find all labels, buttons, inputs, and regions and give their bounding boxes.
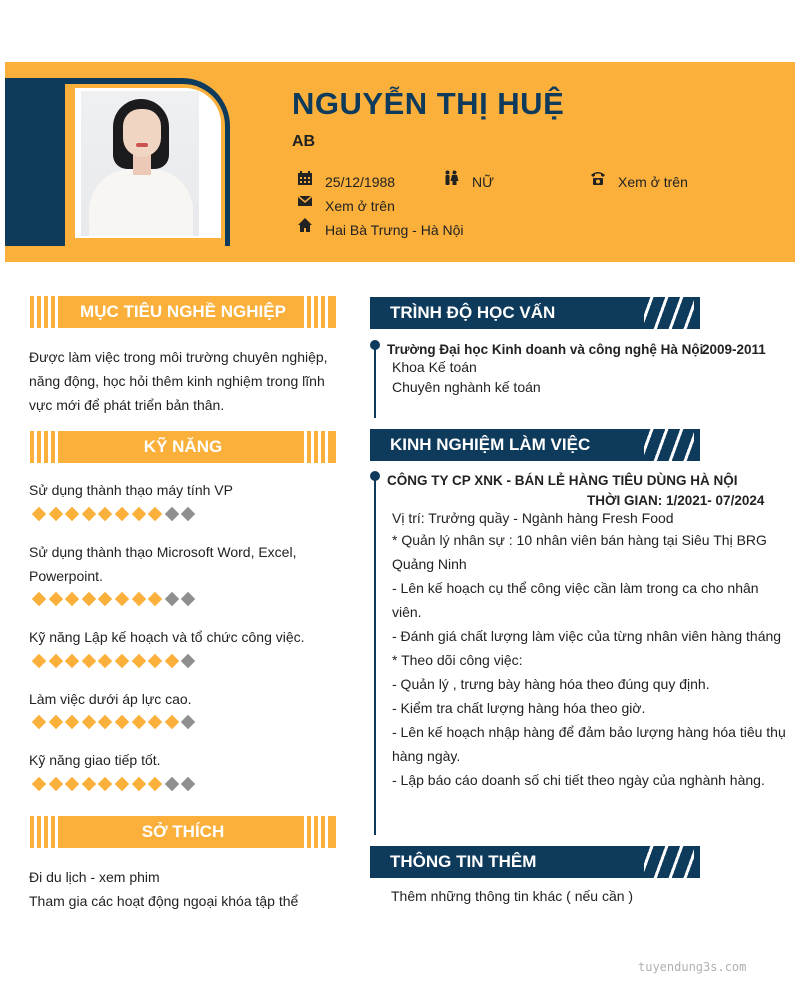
extra-heading-label: THÔNG TIN THÊM bbox=[390, 852, 537, 871]
education-school: Trường Đại học Kinh doanh và công nghệ Hà Nội bbox=[387, 342, 704, 357]
people-icon bbox=[443, 170, 459, 186]
site-watermark: tuyendung3s.com bbox=[638, 960, 747, 974]
skill-label: Sử dụng thành thạo Microsoft Word, Excel, bbox=[29, 544, 297, 560]
rating-diamond-filled bbox=[48, 715, 62, 729]
extra-text: Thêm những thông tin khác ( nếu cần ) bbox=[391, 888, 634, 904]
experience-line: viên. bbox=[392, 604, 422, 620]
skill-rating bbox=[33, 776, 194, 792]
rating-diamond-filled bbox=[65, 654, 79, 668]
skill-label: Làm việc dưới áp lực cao. bbox=[29, 691, 192, 707]
rating-diamond-filled bbox=[65, 592, 79, 606]
hobbies-heading-label: SỞ THÍCH bbox=[141, 822, 225, 841]
rating-diamond-filled bbox=[148, 507, 162, 521]
experience-time: THỜI GIAN: 1/2021- 07/2024 bbox=[587, 493, 765, 508]
education-heading-label: TRÌNH ĐỘ HỌC VẤN bbox=[390, 303, 556, 322]
rating-diamond-filled bbox=[115, 715, 129, 729]
skill-rating bbox=[33, 653, 194, 669]
objective-line: Được làm việc trong môi trường chuyên nghiệp, bbox=[29, 349, 328, 365]
rating-diamond-filled bbox=[98, 715, 112, 729]
experience-line: Quảng Ninh bbox=[392, 556, 467, 572]
rating-diamond-empty bbox=[181, 715, 195, 729]
rating-diamond-filled bbox=[148, 654, 162, 668]
rating-diamond-filled bbox=[131, 777, 145, 791]
experience-heading-label: KINH NGHIỆM LÀM VIỆC bbox=[390, 435, 591, 454]
rating-diamond-empty bbox=[165, 507, 179, 521]
skill-rating bbox=[33, 506, 194, 522]
objective-line: năng động, học hỏi thêm kinh nghiệm trong lĩnh bbox=[29, 373, 325, 389]
rating-diamond-filled bbox=[82, 507, 96, 521]
phone-value: Xem ở trên bbox=[618, 174, 688, 190]
objective-line: vực mới để phát triển bản thân. bbox=[29, 397, 225, 413]
experience-line: - Quản lý , trưng bày hàng hóa theo đúng quy định. bbox=[392, 676, 710, 692]
rating-diamond-filled bbox=[32, 654, 46, 668]
experience-timeline bbox=[374, 477, 376, 835]
calendar-icon bbox=[297, 170, 313, 186]
rating-diamond-filled bbox=[115, 592, 129, 606]
education-faculty: Khoa Kế toán bbox=[392, 359, 477, 375]
objective-heading bbox=[30, 296, 336, 328]
education-heading bbox=[370, 297, 700, 329]
rating-diamond-empty bbox=[181, 654, 195, 668]
rating-diamond-filled bbox=[115, 777, 129, 791]
rating-diamond-filled bbox=[148, 592, 162, 606]
extra-heading bbox=[370, 846, 700, 878]
phone-icon bbox=[590, 170, 606, 186]
rating-diamond-filled bbox=[48, 777, 62, 791]
experience-company: CÔNG TY CP XNK - BÁN LẺ HÀNG TIÊU DÙNG HÀ NỘI bbox=[387, 473, 738, 488]
objective-heading-label: MỤC TIÊU NGHỀ NGHIỆP bbox=[80, 302, 286, 321]
rating-diamond-filled bbox=[65, 777, 79, 791]
rating-diamond-filled bbox=[165, 715, 179, 729]
experience-heading bbox=[370, 429, 700, 461]
skill-label: Powerpoint. bbox=[29, 568, 103, 584]
rating-diamond-filled bbox=[131, 507, 145, 521]
education-timeline-dot bbox=[370, 340, 380, 350]
rating-diamond-filled bbox=[82, 592, 96, 606]
address-value: Hai Bà Trưng - Hà Nội bbox=[325, 222, 464, 238]
skills-heading bbox=[30, 431, 336, 463]
rating-diamond-filled bbox=[148, 777, 162, 791]
experience-line: - Đánh giá chất lượng làm việc của từng nhân viên hàng tháng bbox=[392, 628, 782, 644]
rating-diamond-filled bbox=[32, 715, 46, 729]
education-major: Chuyên nghành kế toán bbox=[392, 379, 541, 395]
rating-diamond-filled bbox=[98, 777, 112, 791]
rating-diamond-filled bbox=[98, 507, 112, 521]
experience-line: - Lên kế hoạch nhập hàng để đảm bảo lượng hàng hóa tiêu thụ bbox=[392, 724, 786, 740]
rating-diamond-empty bbox=[181, 507, 195, 521]
experience-line: hàng ngày. bbox=[392, 748, 461, 764]
rating-diamond-filled bbox=[115, 654, 129, 668]
rating-diamond-filled bbox=[32, 777, 46, 791]
hobbies-heading bbox=[30, 816, 336, 848]
rating-diamond-filled bbox=[131, 715, 145, 729]
home-icon bbox=[297, 217, 313, 233]
rating-diamond-filled bbox=[115, 507, 129, 521]
skill-label: Sử dụng thành thạo máy tính VP bbox=[29, 482, 233, 498]
profile-photo bbox=[81, 91, 199, 236]
rating-diamond-filled bbox=[82, 715, 96, 729]
rating-diamond-filled bbox=[165, 654, 179, 668]
skill-label: Kỹ năng Lập kế hoạch và tổ chức công việc. bbox=[29, 629, 305, 645]
experience-line: - Lập báo cáo doanh số chi tiết theo ngày của nghành hàng. bbox=[392, 772, 765, 788]
dob-value: 25/12/1988 bbox=[325, 174, 396, 190]
skill-rating bbox=[33, 714, 194, 730]
education-timeline bbox=[374, 346, 376, 418]
rating-diamond-filled bbox=[98, 654, 112, 668]
education-period: 2009-2011 bbox=[702, 342, 766, 357]
rating-diamond-empty bbox=[181, 592, 195, 606]
rating-diamond-empty bbox=[181, 777, 195, 791]
candidate-name: NGUYỄN THỊ HUỆ bbox=[292, 86, 565, 121]
rating-diamond-empty bbox=[165, 592, 179, 606]
experience-timeline-dot bbox=[370, 471, 380, 481]
rating-diamond-filled bbox=[32, 507, 46, 521]
email-value: Xem ở trên bbox=[325, 198, 395, 214]
hobby-line: Tham gia các hoạt động ngoại khóa tập thể bbox=[29, 893, 299, 909]
rating-diamond-filled bbox=[65, 715, 79, 729]
experience-line: * Theo dõi công việc: bbox=[392, 652, 523, 668]
hobby-line: Đi du lịch - xem phim bbox=[29, 869, 160, 885]
experience-line: - Kiểm tra chất lượng hàng hóa theo giờ. bbox=[392, 700, 646, 716]
experience-line: Vị trí: Trưởng quầy - Ngành hàng Fresh Food bbox=[392, 510, 674, 526]
skill-label: Kỹ năng giao tiếp tốt. bbox=[29, 752, 161, 768]
experience-line: * Quản lý nhân sự : 10 nhân viên bán hàng tại Siêu Thị BRG bbox=[392, 532, 767, 548]
rating-diamond-filled bbox=[82, 777, 96, 791]
envelope-icon bbox=[297, 193, 313, 209]
rating-diamond-filled bbox=[131, 654, 145, 668]
skills-heading-label: KỸ NĂNG bbox=[143, 437, 223, 456]
rating-diamond-filled bbox=[48, 507, 62, 521]
rating-diamond-filled bbox=[65, 507, 79, 521]
rating-diamond-filled bbox=[32, 592, 46, 606]
rating-diamond-filled bbox=[82, 654, 96, 668]
candidate-subtitle: AB bbox=[292, 133, 316, 150]
skill-rating bbox=[33, 591, 194, 607]
rating-diamond-filled bbox=[98, 592, 112, 606]
rating-diamond-filled bbox=[48, 654, 62, 668]
rating-diamond-filled bbox=[148, 715, 162, 729]
rating-diamond-filled bbox=[48, 592, 62, 606]
gender-value: NỮ bbox=[472, 174, 495, 190]
rating-diamond-empty bbox=[165, 777, 179, 791]
rating-diamond-filled bbox=[131, 592, 145, 606]
experience-line: - Lên kế hoạch cụ thể công việc cần làm trong ca cho nhân bbox=[392, 580, 759, 596]
